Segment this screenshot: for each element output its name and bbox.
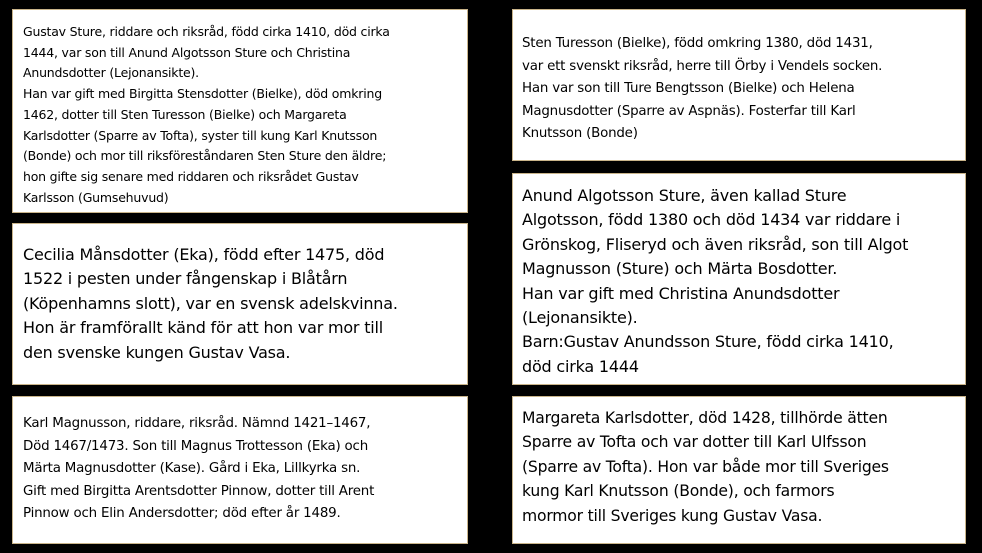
card-sten-turesson [512, 9, 966, 161]
card-karl-magnusson-text: Karl Magnusson, riddare, riksråd. Nämnd 1421–1467, Död 1467/1473. Son till Magnus Trottesson (Eka) och Märta Magnusdotter (Kase). Gård i Eka, Lillkyrka sn. Gift med Birgitta Arentsdotter Pinnow, dotter till Arent Pinnow och Elin Andersdotter; död efter år 1489. [23, 416, 375, 522]
card-margareta-karlsdotter-text: Margareta Karlsdotter, död 1428, tillhörde ätten Sparre av Tofta och var dotter till Karl Ulfsson (Sparre av Tofta). Hon var både mor till Sveriges kung Karl Knutsson (Bonde), och farmors mormor till Sveriges kung Gustav Vasa. [522, 409, 889, 525]
card-anund-algotsson [512, 173, 966, 385]
card-karl-magnusson [12, 396, 468, 544]
card-sten-turesson-text: Sten Turesson (Bielke), född omkring 1380, död 1431, var ett svenskt riksråd, herre till Örby i Vendels socken. Han var son till Ture Bengtsson (Bielke) och Helena Magnusdotter (Sparre av Aspnäs). Fosterfar till Karl Knutsson (Bonde) [522, 36, 883, 141]
card-margareta-karlsdotter [512, 396, 966, 544]
card-cecilia-mansdotter [12, 223, 468, 385]
card-cecilia-mansdotter-text: Cecilia Månsdotter (Eka), född efter 1475, död 1522 i pesten under fångenskap i Blåtårn (Köpenhamns slott), var en svensk adelskvinna. Hon är framförallt känd för att hon var mor till den svenske kungen Gustav Vasa. [23, 245, 398, 362]
card-anund-algotsson-text: Anund Algotsson Sture, även kallad Sture Algotsson, född 1380 och död 1434 var riddare i Grönskog, Fliseryd och även riksråd, son till Algot Magnusson (Sture) och Märta Bosdotter. Han var gift med Christina Anundsdotter (Lejonansikte). Barn:Gustav Anundsson Sture, född cirka 1410, död cirka 1444 [522, 186, 909, 376]
card-gustav-sture-text: Gustav Sture, riddare och riksråd, född cirka 1410, död cirka 1444, var son till Anund Algotsson Sture och Christina Anundsdotter (Lejonansikte). Han var gift med Birgitta Stensdotter (Bielke), död omkring 1462, dotter till Sten Turesson (Bielke) och Margareta Karlsdotter (Sparre av Tofta), syster till kung Karl Knutsson (Bonde) och mor till riksföreståndaren Sten Sture den äldre; hon gifte sig senare med riddaren och riksrådet Gustav Karlsson (Gumsehuvud) [23, 24, 390, 205]
card-gustav-sture [12, 9, 468, 213]
